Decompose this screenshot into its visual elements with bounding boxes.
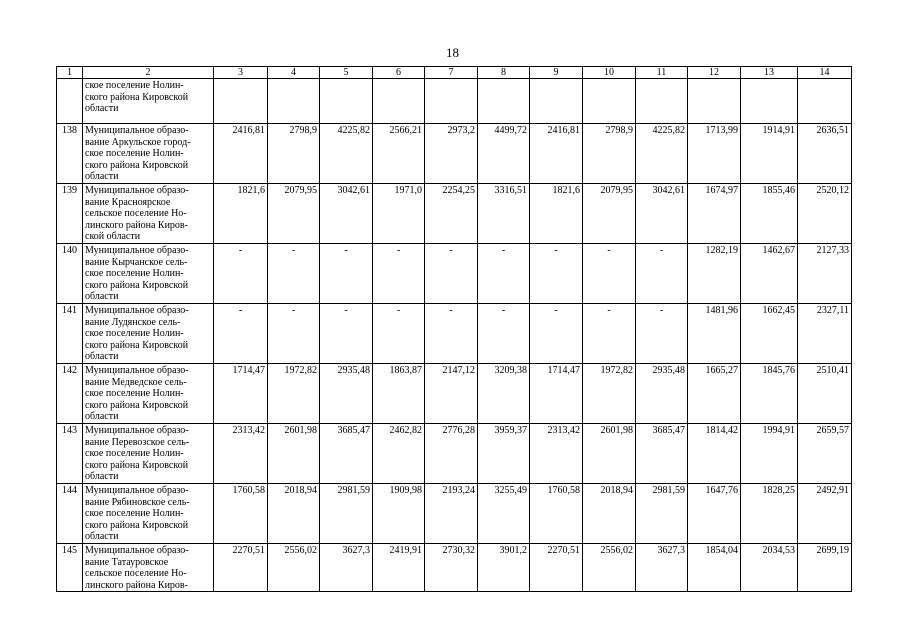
value-cell-col-9: 2313,42 bbox=[530, 424, 583, 484]
name-line: Муниципальное образо- bbox=[85, 365, 189, 376]
column-header-2: 2 bbox=[83, 67, 214, 79]
header-row bbox=[57, 67, 852, 79]
name-line: сельское поселение Но- bbox=[85, 208, 187, 220]
name-line: вание Медведское сель- bbox=[85, 376, 187, 388]
value-cell-col-5: - bbox=[320, 244, 373, 304]
value-cell-col-5: 2935,48 bbox=[320, 364, 373, 424]
municipality-name bbox=[83, 124, 214, 184]
value-cell-col-6 bbox=[373, 79, 425, 124]
name-line: вание Аркульское город- bbox=[85, 136, 191, 148]
table-row bbox=[57, 364, 852, 424]
row-number: 142 bbox=[57, 364, 83, 424]
value-cell-col-11: 3627,3 bbox=[636, 544, 688, 592]
column-header-1: 1 bbox=[57, 67, 83, 79]
value-cell-col-7: 2147,12 bbox=[425, 364, 478, 424]
value-cell-col-10: 2601,98 bbox=[583, 424, 636, 484]
value-cell-col-9: 1714,47 bbox=[530, 364, 583, 424]
name-line: ское поселение Нолин- bbox=[85, 80, 184, 91]
value-cell-col-11: 2981,59 bbox=[636, 484, 688, 544]
value-cell-col-8: - bbox=[478, 304, 530, 364]
value-cell-col-11: 2935,48 bbox=[636, 364, 688, 424]
value-cell-col-9: 1760,58 bbox=[530, 484, 583, 544]
name-line: области bbox=[85, 531, 119, 543]
name-line: ское поселение Нолин- bbox=[85, 328, 184, 340]
municipality-name bbox=[83, 304, 214, 364]
value-cell-col-7: - bbox=[425, 244, 478, 304]
name-line: Муниципальное образо- bbox=[85, 545, 189, 556]
value-cell-col-10: 1972,82 bbox=[583, 364, 636, 424]
value-cell-col-6: 1863,87 bbox=[373, 364, 425, 424]
row-number: 145 bbox=[57, 544, 83, 592]
value-cell-col-7: 2776,28 bbox=[425, 424, 478, 484]
value-cell-col-6: 2566,21 bbox=[373, 124, 425, 184]
table-row bbox=[57, 79, 852, 124]
value-cell-col-13: 1914,91 bbox=[741, 124, 798, 184]
value-cell-col-9 bbox=[530, 79, 583, 124]
value-cell-col-8: - bbox=[478, 244, 530, 304]
value-cell-col-12: 1814,42 bbox=[688, 424, 741, 484]
value-cell-col-10: - bbox=[583, 244, 636, 304]
value-cell-col-3: 1760,58 bbox=[214, 484, 268, 544]
value-cell-col-7: 2730,32 bbox=[425, 544, 478, 592]
value-cell-col-13 bbox=[741, 79, 798, 124]
value-cell-col-7: - bbox=[425, 304, 478, 364]
name-line: области bbox=[85, 471, 119, 483]
name-line: Муниципальное образо- bbox=[85, 245, 189, 256]
name-line: вание Красноярское bbox=[85, 196, 171, 208]
column-header-10: 10 bbox=[583, 67, 636, 79]
name-line: ского района Кировской bbox=[85, 339, 189, 351]
value-cell-col-3: 2270,51 bbox=[214, 544, 268, 592]
column-header-7: 7 bbox=[425, 67, 478, 79]
row-number: 144 bbox=[57, 484, 83, 544]
data-table bbox=[56, 66, 852, 592]
table-row bbox=[57, 484, 852, 544]
row-number: 141 bbox=[57, 304, 83, 364]
value-cell-col-12: 1665,27 bbox=[688, 364, 741, 424]
value-cell-col-8: 3255,49 bbox=[478, 484, 530, 544]
table-row bbox=[57, 544, 852, 592]
column-header-12: 12 bbox=[688, 67, 741, 79]
column-header-6: 6 bbox=[373, 67, 425, 79]
column-header-5: 5 bbox=[320, 67, 373, 79]
value-cell-col-7: 2973,2 bbox=[425, 124, 478, 184]
name-line: ское поселение Нолин- bbox=[85, 148, 184, 160]
table-body bbox=[57, 67, 852, 592]
row-number bbox=[57, 79, 83, 124]
value-cell-col-11: - bbox=[636, 244, 688, 304]
value-cell-col-11: - bbox=[636, 304, 688, 364]
name-line: ское поселение Нолин- bbox=[85, 268, 184, 280]
value-cell-col-13: 2034,53 bbox=[741, 544, 798, 592]
value-cell-col-3 bbox=[214, 79, 268, 124]
name-line: вание Татауровское bbox=[85, 556, 169, 568]
name-line: области bbox=[85, 103, 119, 115]
value-cell-col-13: 1845,76 bbox=[741, 364, 798, 424]
value-cell-col-3: 1821,6 bbox=[214, 184, 268, 244]
value-cell-col-12: 1481,96 bbox=[688, 304, 741, 364]
table-row bbox=[57, 424, 852, 484]
value-cell-col-12: 1674,97 bbox=[688, 184, 741, 244]
value-cell-col-14: 2510,41 bbox=[798, 364, 852, 424]
value-cell-col-3: - bbox=[214, 304, 268, 364]
value-cell-col-10 bbox=[583, 79, 636, 124]
value-cell-col-9: - bbox=[530, 244, 583, 304]
value-cell-col-4: 2079,95 bbox=[268, 184, 320, 244]
column-header-14: 14 bbox=[798, 67, 852, 79]
name-line: ского района Кировской bbox=[85, 399, 189, 411]
value-cell-col-4 bbox=[268, 79, 320, 124]
value-cell-col-4: 2798,9 bbox=[268, 124, 320, 184]
value-cell-col-4: 2556,02 bbox=[268, 544, 320, 592]
value-cell-col-8: 4499,72 bbox=[478, 124, 530, 184]
name-line: ского района Кировской bbox=[85, 279, 189, 291]
name-line: Муниципальное образо- bbox=[85, 305, 189, 316]
value-cell-col-4: - bbox=[268, 244, 320, 304]
value-cell-col-13: 1994,91 bbox=[741, 424, 798, 484]
value-cell-col-9: - bbox=[530, 304, 583, 364]
value-cell-col-4: 2601,98 bbox=[268, 424, 320, 484]
table-row bbox=[57, 244, 852, 304]
value-cell-col-6: 1909,98 bbox=[373, 484, 425, 544]
value-cell-col-12: 1647,76 bbox=[688, 484, 741, 544]
value-cell-col-14: 2659,57 bbox=[798, 424, 852, 484]
value-cell-col-6: - bbox=[373, 244, 425, 304]
name-line: Муниципальное образо- bbox=[85, 185, 189, 196]
column-header-9: 9 bbox=[530, 67, 583, 79]
value-cell-col-8: 3316,51 bbox=[478, 184, 530, 244]
value-cell-col-8: 3959,37 bbox=[478, 424, 530, 484]
municipality-name bbox=[83, 244, 214, 304]
value-cell-col-14: 2636,51 bbox=[798, 124, 852, 184]
name-line: ского района Кировской bbox=[85, 519, 189, 531]
value-cell-col-7 bbox=[425, 79, 478, 124]
value-cell-col-5: 4225,82 bbox=[320, 124, 373, 184]
value-cell-col-9: 2270,51 bbox=[530, 544, 583, 592]
value-cell-col-4: 1972,82 bbox=[268, 364, 320, 424]
name-line: линского района Киров- bbox=[85, 219, 188, 231]
value-cell-col-13: 1662,45 bbox=[741, 304, 798, 364]
value-cell-col-5 bbox=[320, 79, 373, 124]
value-cell-col-13: 1855,46 bbox=[741, 184, 798, 244]
value-cell-col-13: 1828,25 bbox=[741, 484, 798, 544]
name-line: ского района Кировской bbox=[85, 91, 189, 103]
value-cell-col-12: 1713,99 bbox=[688, 124, 741, 184]
municipality-name bbox=[83, 484, 214, 544]
name-line: ское поселение Нолин- bbox=[85, 388, 184, 400]
name-line: области bbox=[85, 291, 119, 303]
name-line: вание Кырчанское сель- bbox=[85, 256, 188, 268]
name-line: вание Рябиновское сель- bbox=[85, 496, 190, 508]
name-line: области bbox=[85, 351, 119, 363]
table-row bbox=[57, 184, 852, 244]
value-cell-col-11: 4225,82 bbox=[636, 124, 688, 184]
value-cell-col-12 bbox=[688, 79, 741, 124]
column-header-3: 3 bbox=[214, 67, 268, 79]
name-line: ского района Кировской bbox=[85, 159, 189, 171]
value-cell-col-9: 2416,81 bbox=[530, 124, 583, 184]
value-cell-col-6: - bbox=[373, 304, 425, 364]
value-cell-col-6: 2462,82 bbox=[373, 424, 425, 484]
row-number: 140 bbox=[57, 244, 83, 304]
column-header-4: 4 bbox=[268, 67, 320, 79]
name-line: области bbox=[85, 171, 119, 183]
municipality-name bbox=[83, 424, 214, 484]
page-number: 18 bbox=[446, 45, 459, 60]
value-cell-col-10: 2079,95 bbox=[583, 184, 636, 244]
name-line: сельское поселение Но- bbox=[85, 568, 187, 580]
name-line: Муниципальное образо- bbox=[85, 125, 189, 136]
value-cell-col-5: - bbox=[320, 304, 373, 364]
column-header-11: 11 bbox=[636, 67, 688, 79]
value-cell-col-9: 1821,6 bbox=[530, 184, 583, 244]
row-number: 143 bbox=[57, 424, 83, 484]
value-cell-col-8: 3901,2 bbox=[478, 544, 530, 592]
value-cell-col-14: 2699,19 bbox=[798, 544, 852, 592]
value-cell-col-5: 3042,61 bbox=[320, 184, 373, 244]
value-cell-col-12: 1282,19 bbox=[688, 244, 741, 304]
value-cell-col-4: 2018,94 bbox=[268, 484, 320, 544]
municipality-name bbox=[83, 544, 214, 592]
value-cell-col-10: 2798,9 bbox=[583, 124, 636, 184]
name-line: ского района Кировской bbox=[85, 459, 189, 471]
value-cell-col-5: 3627,3 bbox=[320, 544, 373, 592]
name-line: линского района Киров- bbox=[85, 579, 188, 591]
value-cell-col-11: 3685,47 bbox=[636, 424, 688, 484]
column-header-13: 13 bbox=[741, 67, 798, 79]
value-cell-col-6: 1971,0 bbox=[373, 184, 425, 244]
value-cell-col-14: 2327,11 bbox=[798, 304, 852, 364]
name-line: Муниципальное образо- bbox=[85, 485, 189, 496]
name-line: вание Лудянское сель- bbox=[85, 316, 181, 328]
value-cell-col-10: - bbox=[583, 304, 636, 364]
value-cell-col-14 bbox=[798, 79, 852, 124]
value-cell-col-11 bbox=[636, 79, 688, 124]
row-number: 139 bbox=[57, 184, 83, 244]
value-cell-col-7: 2254,25 bbox=[425, 184, 478, 244]
value-cell-col-10: 2556,02 bbox=[583, 544, 636, 592]
table-row bbox=[57, 304, 852, 364]
table-row bbox=[57, 124, 852, 184]
value-cell-col-4: - bbox=[268, 304, 320, 364]
value-cell-col-3: 1714,47 bbox=[214, 364, 268, 424]
column-header-8: 8 bbox=[478, 67, 530, 79]
value-cell-col-5: 2981,59 bbox=[320, 484, 373, 544]
name-line: вание Перевозское сель- bbox=[85, 436, 190, 448]
value-cell-col-3: 2313,42 bbox=[214, 424, 268, 484]
value-cell-col-5: 3685,47 bbox=[320, 424, 373, 484]
name-line: ской области bbox=[85, 231, 141, 243]
value-cell-col-6: 2419,91 bbox=[373, 544, 425, 592]
value-cell-col-14: 2520,12 bbox=[798, 184, 852, 244]
value-cell-col-3: - bbox=[214, 244, 268, 304]
municipality-name bbox=[83, 184, 214, 244]
value-cell-col-11: 3042,61 bbox=[636, 184, 688, 244]
value-cell-col-3: 2416,81 bbox=[214, 124, 268, 184]
value-cell-col-14: 2127,33 bbox=[798, 244, 852, 304]
municipality-name bbox=[83, 364, 214, 424]
value-cell-col-8 bbox=[478, 79, 530, 124]
value-cell-col-12: 1854,04 bbox=[688, 544, 741, 592]
name-line: ское поселение Нолин- bbox=[85, 448, 184, 460]
value-cell-col-10: 2018,94 bbox=[583, 484, 636, 544]
name-line: ское поселение Нолин- bbox=[85, 508, 184, 520]
row-number: 138 bbox=[57, 124, 83, 184]
value-cell-col-8: 3209,38 bbox=[478, 364, 530, 424]
name-line: Муниципальное образо- bbox=[85, 425, 189, 436]
name-line: области bbox=[85, 411, 119, 423]
municipality-name bbox=[83, 79, 214, 124]
value-cell-col-13: 1462,67 bbox=[741, 244, 798, 304]
value-cell-col-7: 2193,24 bbox=[425, 484, 478, 544]
value-cell-col-14: 2492,91 bbox=[798, 484, 852, 544]
